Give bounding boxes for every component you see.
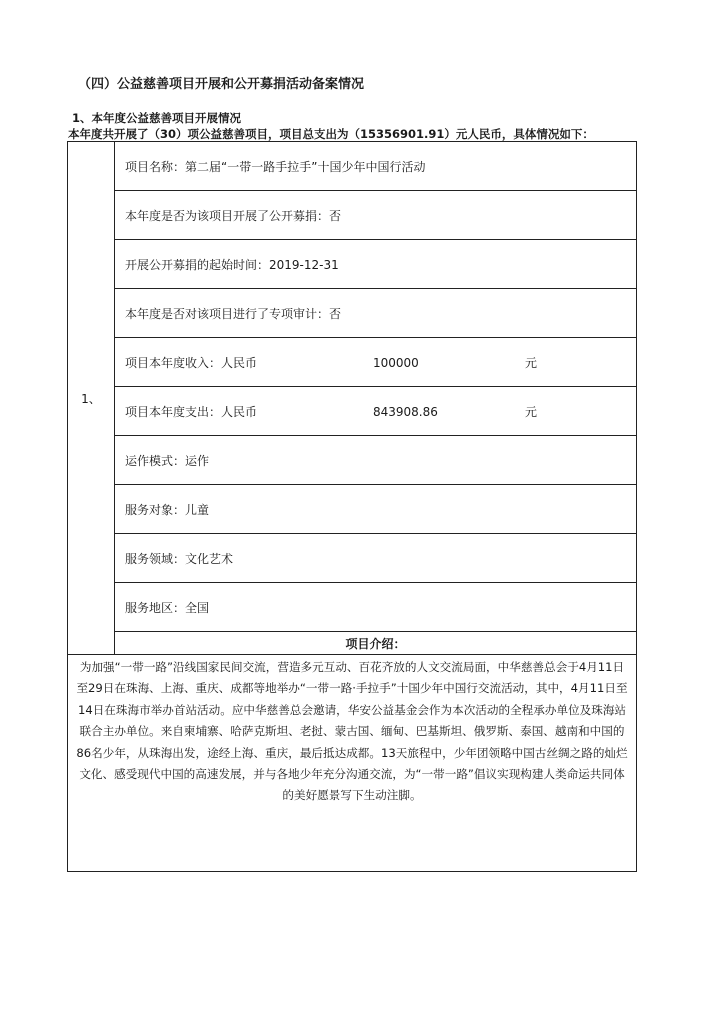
target-value: 儿童 [185,502,210,517]
intro-text: 为加强“一带一路”沿线国家民间交流，营造多元互动、百花齐放的人文交流局面，中华慈善总会于4月11日至29日在珠海、上海、重庆、成都等地举办“一带一路·手拉手”十国少年中国行交流活动，其中，4月11日至14日在珠海市举办首站活动。应中华慈善总会邀请，华安公益基金会作为本次活动的全程承办单位及珠海站联合主办单位。来自柬埔寨、哈萨克斯坦、老挝、蒙古国、缅甸、巴基斯坦、俄罗斯、泰国、越南和中国的86名少年，从珠海出发，途经上海、重庆，最后抵达成都。13天旅程中，少年团领略中国古丝绸之路的灿烂文化、感受现代中国的高速发展，并与各地少年充分沟通交流，为“一带一路”倡议实现构建人类命运共同体的美好愿景写下生动注脚。 [76,660,628,803]
audit-value: 否 [329,306,342,321]
income-value: 100000 [373,355,419,370]
intro-cell [68,655,637,872]
region-label: 服务地区： [125,600,186,615]
row-income [115,338,637,387]
row-service-field [115,534,637,583]
public-fundraising-label: 本年度是否为该项目开展了公开募捐： [125,208,330,223]
income-unit: 元 [525,355,538,370]
expense-value: 843908.86 [373,404,438,419]
field-label: 服务领域： [125,551,186,566]
audit-label: 本年度是否对该项目进行了专项审计： [125,306,330,321]
row-public-fundraising [115,191,637,240]
field-value: 文化艺术 [185,551,234,566]
summary-line: 本年度共开展了（30）项公益慈善项目，项目总支出为（15356901.91）元人民币，具体情况如下： [68,127,594,141]
section-title: （四）公益慈善项目开展和公开募捐活动备案情况 [78,77,365,92]
row-service-target [115,485,637,534]
row-expense [115,387,637,436]
income-label: 项目本年度收入：人民币 [125,355,258,370]
row-operation-mode [115,436,637,485]
expense-unit: 元 [525,404,538,419]
expense-label: 项目本年度支出：人民币 [125,404,258,419]
intro-heading: 项目介绍： [115,632,637,655]
mode-value: 运作 [185,453,210,468]
start-date-label: 开展公开募捐的起始时间： [125,257,270,272]
start-date-value: 2019-12-31 [269,257,339,272]
project-name-value: 第二届“一带一路手拉手”十国少年中国行活动 [185,159,426,174]
project-index: 1、 [68,142,115,655]
target-label: 服务对象： [125,502,186,517]
row-service-region [115,583,637,632]
project-name-label: 项目名称： [125,159,186,174]
project-table [67,141,637,872]
row-project-name [115,142,637,191]
region-value: 全国 [185,600,210,615]
row-special-audit [115,289,637,338]
mode-label: 运作模式： [125,453,186,468]
row-start-date [115,240,637,289]
subsection-title: 1、本年度公益慈善项目开展情况 [72,111,241,125]
public-fundraising-value: 否 [329,208,342,223]
